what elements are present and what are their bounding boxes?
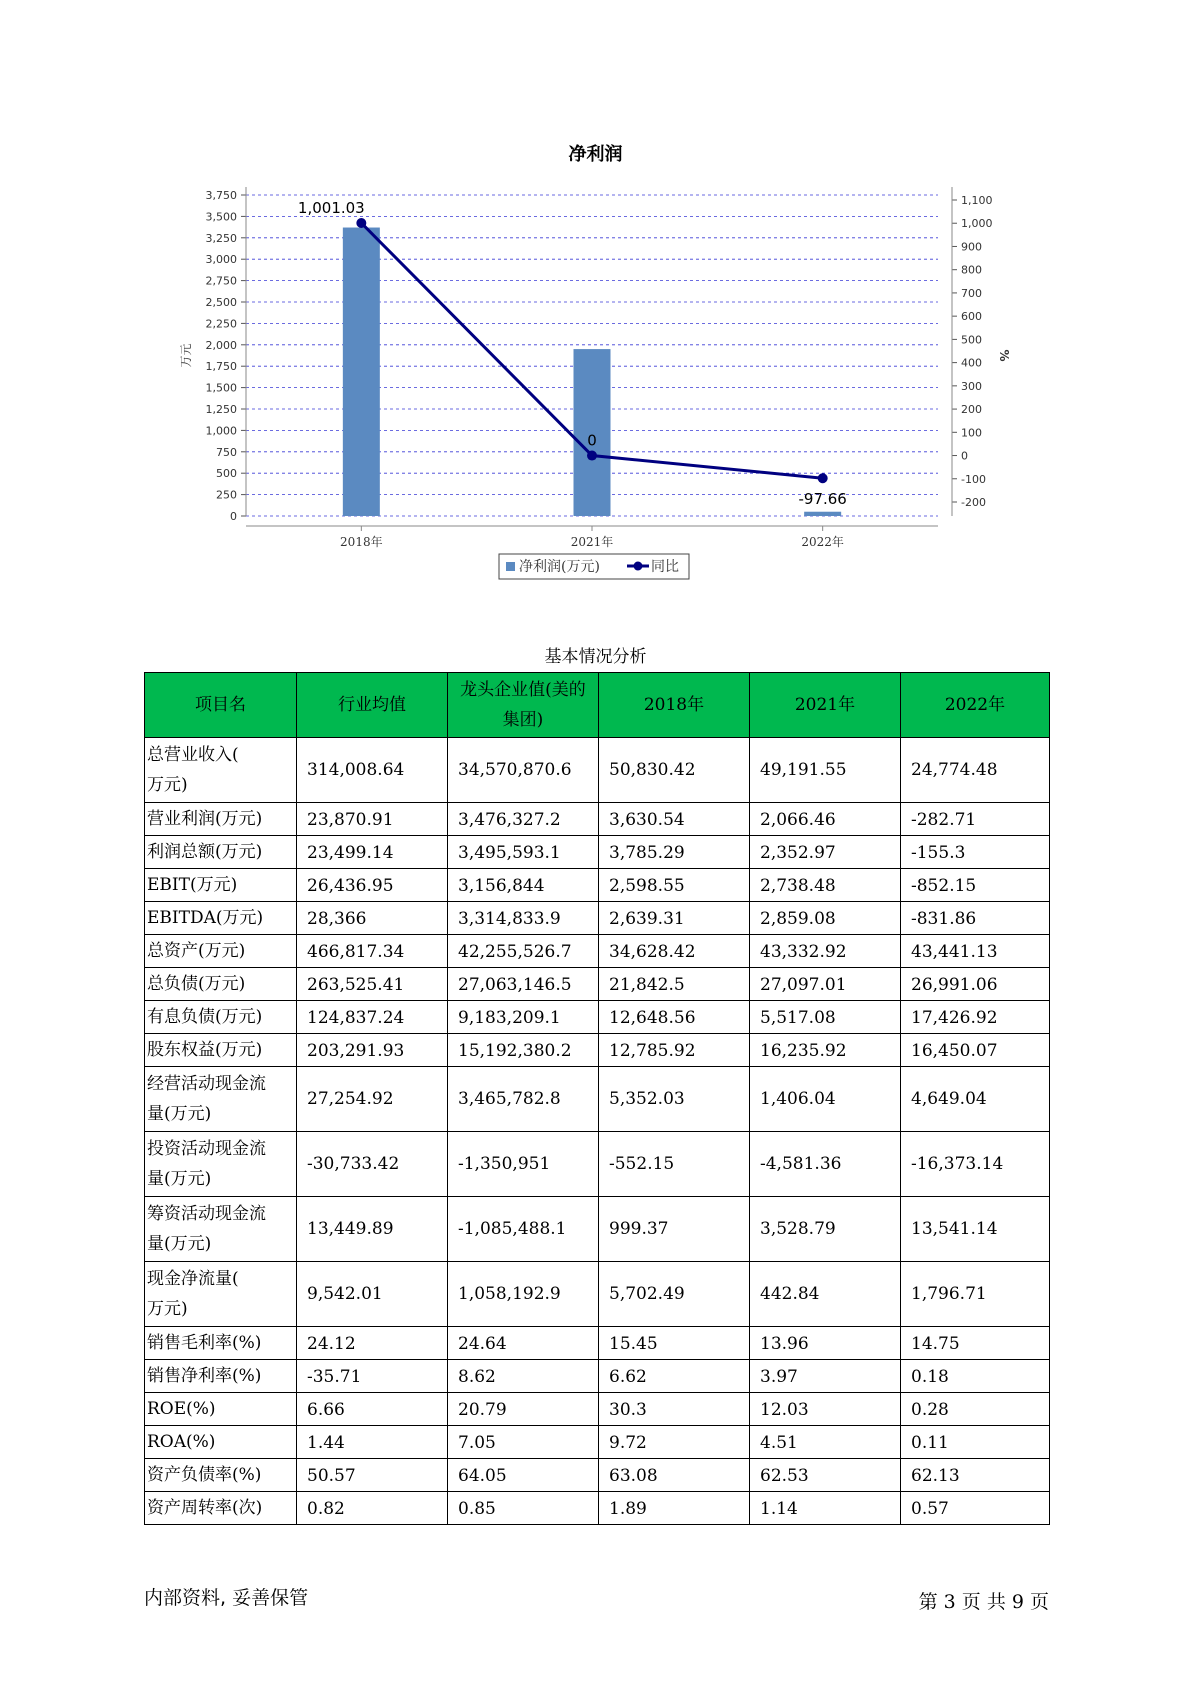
table-row bbox=[145, 1067, 1050, 1132]
row-value: 13.96 bbox=[750, 1327, 901, 1360]
row-label: 销售毛利率(%) bbox=[145, 1327, 297, 1360]
x-tick-label: 2021年 bbox=[570, 535, 614, 549]
row-value: 124,837.24 bbox=[297, 1001, 448, 1034]
row-value: 63.08 bbox=[599, 1459, 750, 1492]
table-row bbox=[145, 1262, 1050, 1327]
row-label: 筹资活动现金流 量(万元) bbox=[145, 1197, 297, 1262]
row-value: -282.71 bbox=[901, 803, 1050, 836]
y2-tick-label: 900 bbox=[961, 240, 982, 254]
row-value: 27,063,146.5 bbox=[448, 968, 599, 1001]
legend-swatch-marker bbox=[634, 562, 643, 571]
row-value: 7.05 bbox=[448, 1426, 599, 1459]
table-row bbox=[145, 836, 1050, 869]
row-label: EBIT(万元) bbox=[145, 869, 297, 902]
header-2022: 2022年 bbox=[901, 673, 1050, 738]
legend-swatch-bar bbox=[506, 562, 515, 571]
table-row bbox=[145, 902, 1050, 935]
row-value: 50.57 bbox=[297, 1459, 448, 1492]
y2-tick-label: 500 bbox=[961, 333, 982, 347]
row-value: 3,495,593.1 bbox=[448, 836, 599, 869]
x-tick-label: 2018年 bbox=[340, 535, 383, 549]
row-value: 23,499.14 bbox=[297, 836, 448, 869]
y-tick-label: 3,500 bbox=[205, 210, 237, 224]
row-value: 49,191.55 bbox=[750, 738, 901, 803]
row-value: -35.71 bbox=[297, 1360, 448, 1393]
chart-title: 净利润 bbox=[568, 144, 623, 165]
y-axis-label: 万元 bbox=[179, 343, 193, 368]
row-value: 999.37 bbox=[599, 1197, 750, 1262]
point-yoy bbox=[587, 451, 597, 461]
row-label: 现金净流量( 万元) bbox=[145, 1262, 297, 1327]
header-leader-value: 龙头企业值(美的集团) bbox=[448, 673, 599, 738]
y2-tick-label: -200 bbox=[961, 496, 986, 509]
point-yoy bbox=[356, 218, 366, 228]
row-value: 3.97 bbox=[750, 1360, 901, 1393]
y-tick-label: 3,000 bbox=[205, 253, 237, 267]
row-value: 12,785.92 bbox=[599, 1034, 750, 1067]
header-2018: 2018年 bbox=[599, 673, 750, 738]
y2-tick-label: 100 bbox=[961, 426, 982, 440]
point-yoy bbox=[818, 473, 828, 483]
table-row bbox=[145, 1492, 1050, 1525]
header-industry-average: 行业均值 bbox=[297, 673, 448, 738]
row-value: 2,859.08 bbox=[750, 902, 901, 935]
data-label-yoy: 0 bbox=[587, 431, 597, 450]
row-label: ROE(%) bbox=[145, 1393, 297, 1426]
row-value: 1,058,192.9 bbox=[448, 1262, 599, 1327]
row-value: 1.89 bbox=[599, 1492, 750, 1525]
row-label: 总负债(万元) bbox=[145, 968, 297, 1001]
row-value: 4,649.04 bbox=[901, 1067, 1050, 1132]
row-value: 16,450.07 bbox=[901, 1034, 1050, 1067]
row-value: 30.3 bbox=[599, 1393, 750, 1426]
y2-tick-label: 1,100 bbox=[961, 194, 993, 207]
row-value: 3,630.54 bbox=[599, 803, 750, 836]
y2-tick-label: 600 bbox=[961, 310, 982, 324]
y-tick-label: 250 bbox=[216, 488, 237, 502]
row-value: 442.84 bbox=[750, 1262, 901, 1327]
row-label: EBITDA(万元) bbox=[145, 902, 297, 935]
row-value: 13,449.89 bbox=[297, 1197, 448, 1262]
table-row bbox=[145, 1001, 1050, 1034]
row-value: 26,436.95 bbox=[297, 869, 448, 902]
y2-axis-label: % bbox=[997, 349, 1011, 362]
row-value: 1.44 bbox=[297, 1426, 448, 1459]
table-row bbox=[145, 1360, 1050, 1393]
row-value: 3,314,833.9 bbox=[448, 902, 599, 935]
y-tick-label: 1,250 bbox=[205, 403, 237, 416]
row-value: 4.51 bbox=[750, 1426, 901, 1459]
row-value: 2,639.31 bbox=[599, 902, 750, 935]
row-value: 3,465,782.8 bbox=[448, 1067, 599, 1132]
row-value: 24.12 bbox=[297, 1327, 448, 1360]
bar-net-profit bbox=[804, 512, 841, 516]
table-row bbox=[145, 738, 1050, 803]
row-value: -852.15 bbox=[901, 869, 1050, 902]
bar-net-profit bbox=[343, 228, 380, 516]
legend-label-line: 同比 bbox=[651, 559, 679, 575]
header-item-name: 项目名 bbox=[145, 673, 297, 738]
row-value: 24.64 bbox=[448, 1327, 599, 1360]
table-row bbox=[145, 1393, 1050, 1426]
row-label: 销售净利率(%) bbox=[145, 1360, 297, 1393]
table-row bbox=[145, 1459, 1050, 1492]
row-value: 64.05 bbox=[448, 1459, 599, 1492]
row-value: 0.28 bbox=[901, 1393, 1050, 1426]
row-label: 利润总额(万元) bbox=[145, 836, 297, 869]
row-value: 43,332.92 bbox=[750, 935, 901, 968]
row-value: 0.82 bbox=[297, 1492, 448, 1525]
row-value: 24,774.48 bbox=[901, 738, 1050, 803]
row-label: 资产周转率(次) bbox=[145, 1492, 297, 1525]
row-value: 16,235.92 bbox=[750, 1034, 901, 1067]
table-row bbox=[145, 869, 1050, 902]
row-value: 17,426.92 bbox=[901, 1001, 1050, 1034]
row-value: 27,254.92 bbox=[297, 1067, 448, 1132]
row-label: 有息负债(万元) bbox=[145, 1001, 297, 1034]
row-value: -1,350,951 bbox=[448, 1132, 599, 1197]
table-row bbox=[145, 1132, 1050, 1197]
x-tick-label: 2022年 bbox=[801, 535, 844, 549]
row-value: 21,842.5 bbox=[599, 968, 750, 1001]
row-value: 5,702.49 bbox=[599, 1262, 750, 1327]
row-value: 203,291.93 bbox=[297, 1034, 448, 1067]
row-value: -1,085,488.1 bbox=[448, 1197, 599, 1262]
y-tick-label: 2,750 bbox=[205, 274, 237, 288]
data-label-yoy: -97.66 bbox=[798, 490, 847, 509]
row-value: 62.53 bbox=[750, 1459, 901, 1492]
row-label: 总营业收入( 万元) bbox=[145, 738, 297, 803]
row-value: 43,441.13 bbox=[901, 935, 1050, 968]
row-value: 0.18 bbox=[901, 1360, 1050, 1393]
net-profit-chart bbox=[0, 0, 1191, 600]
row-value: -4,581.36 bbox=[750, 1132, 901, 1197]
y-tick-label: 3,750 bbox=[205, 189, 237, 202]
row-value: 14.75 bbox=[901, 1327, 1050, 1360]
row-value: 3,476,327.2 bbox=[448, 803, 599, 836]
row-label: ROA(%) bbox=[145, 1426, 297, 1459]
row-value: 6.62 bbox=[599, 1360, 750, 1393]
y-tick-label: 500 bbox=[216, 467, 237, 481]
y2-tick-label: 800 bbox=[961, 263, 982, 277]
legend-label-bar: 净利润(万元) bbox=[519, 559, 600, 575]
table-row bbox=[145, 1034, 1050, 1067]
row-value: 9,542.01 bbox=[297, 1262, 448, 1327]
row-label: 总资产(万元) bbox=[145, 935, 297, 968]
row-value: 2,352.97 bbox=[750, 836, 901, 869]
row-value: 314,008.64 bbox=[297, 738, 448, 803]
row-label: 资产负债率(%) bbox=[145, 1459, 297, 1492]
row-value: 15,192,380.2 bbox=[448, 1034, 599, 1067]
y-tick-label: 0 bbox=[230, 510, 237, 523]
y-tick-label: 1,000 bbox=[205, 424, 237, 438]
row-value: 5,517.08 bbox=[750, 1001, 901, 1034]
table-header-row bbox=[145, 673, 1050, 738]
row-value: 1.14 bbox=[750, 1492, 901, 1525]
row-value: 2,066.46 bbox=[750, 803, 901, 836]
header-2021: 2021年 bbox=[750, 673, 901, 738]
row-value: -831.86 bbox=[901, 902, 1050, 935]
row-value: 8.62 bbox=[448, 1360, 599, 1393]
row-value: 0.57 bbox=[901, 1492, 1050, 1525]
table-title: 基本情况分析 bbox=[544, 647, 647, 667]
row-value: 0.11 bbox=[901, 1426, 1050, 1459]
table-row bbox=[145, 935, 1050, 968]
table-row bbox=[145, 1197, 1050, 1262]
y-tick-label: 750 bbox=[216, 445, 237, 459]
row-value: 20.79 bbox=[448, 1393, 599, 1426]
footer-page-number: 第 3 页 共 9 页 bbox=[918, 1591, 1049, 1613]
row-value: 23,870.91 bbox=[297, 803, 448, 836]
row-label: 投资活动现金流 量(万元) bbox=[145, 1132, 297, 1197]
y2-tick-label: 1,000 bbox=[961, 217, 993, 231]
row-value: 42,255,526.7 bbox=[448, 935, 599, 968]
basic-analysis-table bbox=[144, 672, 1050, 1525]
row-value: 3,528.79 bbox=[750, 1197, 901, 1262]
y2-tick-label: 400 bbox=[961, 356, 982, 370]
row-value: 26,991.06 bbox=[901, 968, 1050, 1001]
row-value: 28,366 bbox=[297, 902, 448, 935]
row-value: 5,352.03 bbox=[599, 1067, 750, 1132]
y-tick-label: 3,250 bbox=[205, 231, 237, 245]
y-tick-label: 1,750 bbox=[205, 360, 237, 374]
table-row bbox=[145, 1426, 1050, 1459]
row-value: 12.03 bbox=[750, 1393, 901, 1426]
row-value: 3,156,844 bbox=[448, 869, 599, 902]
row-value: 2,598.55 bbox=[599, 869, 750, 902]
row-value: 50,830.42 bbox=[599, 738, 750, 803]
row-value: 62.13 bbox=[901, 1459, 1050, 1492]
y2-tick-label: 0 bbox=[961, 449, 968, 463]
row-value: 466,817.34 bbox=[297, 935, 448, 968]
row-value: -552.15 bbox=[599, 1132, 750, 1197]
row-value: 15.45 bbox=[599, 1327, 750, 1360]
row-value: 2,738.48 bbox=[750, 869, 901, 902]
row-value: -30,733.42 bbox=[297, 1132, 448, 1197]
y-tick-label: 2,250 bbox=[205, 317, 237, 331]
row-value: 34,628.42 bbox=[599, 935, 750, 968]
row-value: 1,796.71 bbox=[901, 1262, 1050, 1327]
row-value: 13,541.14 bbox=[901, 1197, 1050, 1262]
row-label: 营业利润(万元) bbox=[145, 803, 297, 836]
table-row bbox=[145, 1327, 1050, 1360]
table-row bbox=[145, 968, 1050, 1001]
y-tick-label: 2,000 bbox=[205, 338, 237, 352]
row-value: 263,525.41 bbox=[297, 968, 448, 1001]
row-value: 12,648.56 bbox=[599, 1001, 750, 1034]
row-value: 6.66 bbox=[297, 1393, 448, 1426]
y2-tick-label: 700 bbox=[961, 286, 982, 300]
row-label: 经营活动现金流 量(万元) bbox=[145, 1067, 297, 1132]
y-tick-label: 1,500 bbox=[205, 381, 237, 395]
row-value: 3,785.29 bbox=[599, 836, 750, 869]
y-tick-label: 2,500 bbox=[205, 296, 237, 309]
row-value: -16,373.14 bbox=[901, 1132, 1050, 1197]
row-value: -155.3 bbox=[901, 836, 1050, 869]
y2-tick-label: 200 bbox=[961, 403, 982, 417]
row-value: 0.85 bbox=[448, 1492, 599, 1525]
y2-tick-label: -100 bbox=[961, 472, 986, 486]
row-value: 27,097.01 bbox=[750, 968, 901, 1001]
data-label-yoy: 1,001.03 bbox=[297, 198, 365, 217]
y2-tick-label: 300 bbox=[961, 379, 982, 393]
table-row bbox=[145, 803, 1050, 836]
row-value: 9,183,209.1 bbox=[448, 1001, 599, 1034]
row-value: 9.72 bbox=[599, 1426, 750, 1459]
footer-confidential-note: 内部资料, 妥善保管 bbox=[144, 1587, 309, 1609]
row-value: 1,406.04 bbox=[750, 1067, 901, 1132]
row-label: 股东权益(万元) bbox=[145, 1034, 297, 1067]
row-value: 34,570,870.6 bbox=[448, 738, 599, 803]
